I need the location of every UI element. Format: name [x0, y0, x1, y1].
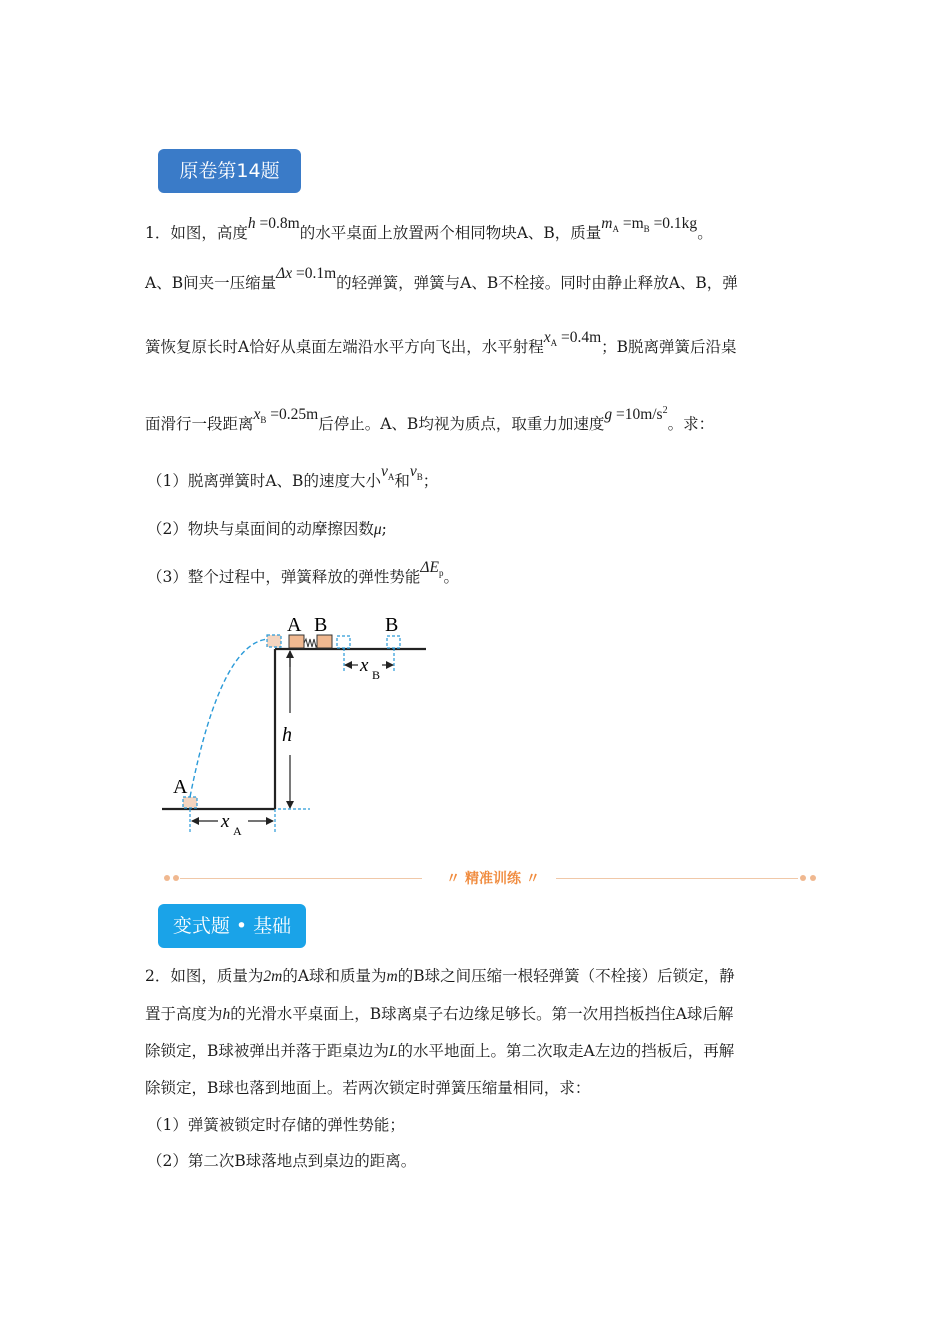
label-xb: x [360, 655, 369, 676]
table-outline [162, 649, 426, 809]
q2-line-2: 置于高度为h的光滑水平桌面上，B球离桌子右边缘足够长。第一次用挡板挡住A球后解 [145, 1005, 734, 1023]
label-h: h [282, 724, 292, 746]
ghost-block-b-start [337, 636, 350, 648]
label-a: A [287, 614, 302, 636]
block-a [289, 635, 304, 648]
label-a-ground: A [173, 776, 188, 798]
q2-part-2: （2）第二次B球落地点到桌边的距离。 [147, 1152, 417, 1170]
q1-line-4: 面滑行一段距离$x_B =0.25m$后停止。A、B均视为质点，取重力加速度$g =10m/s^2$。求： [145, 405, 715, 434]
q1-line-2: A、B间夹一压缩量Δx =0.1m的轻弹簧，弹簧与A、B不栓接。同时由静止释放A、B，弹 [145, 265, 738, 292]
q1-part-1: （1）脱离弹簧时A、B的速度大小$v_A$和$v_B$； [147, 463, 439, 490]
block-b [317, 635, 332, 648]
variant-basic-badge: 变式题 • 基础 [158, 904, 306, 948]
ghost-block-a-top [267, 635, 281, 647]
spring [304, 639, 318, 647]
q1-part-2: （2）物块与桌面间的动摩擦因数μ; [147, 520, 387, 538]
divider-label: 〃 精准训练 〃 [446, 871, 540, 887]
q1-line-3: 簧恢复原长时A恰好从桌面左端沿水平方向飞出，水平射程$x_A =0.4m$；B脱离弹簧后沿桌 [145, 329, 737, 356]
q1-part-3: （3）整个过程中，弹簧释放的弹性势能$\Delta E_p$。 [147, 559, 459, 586]
q2-part-1: （1）弹簧被锁定时存储的弹性势能； [147, 1116, 405, 1134]
label-xb-sub: B [372, 668, 381, 682]
label-b: B [314, 614, 328, 636]
table-spring-figure [150, 605, 450, 850]
label-xa-sub: A [233, 824, 242, 838]
trajectory-curve [190, 639, 273, 797]
q2-line-4: 除锁定，B球也落到地面上。若两次锁定时弹簧压缩量相同，求： [145, 1079, 591, 1097]
label-b-end: B [385, 614, 399, 636]
q2-line-1: 2．如图，质量为2m的A球和质量为m的B球之间压缩一根轻弹簧（不栓接）后锁定，静 [145, 967, 735, 985]
ghost-block-b-end [387, 636, 400, 648]
section-divider [160, 868, 820, 890]
original-question-badge: 原卷第14题 [158, 149, 301, 193]
q2-line-3: 除锁定，B球被弹出并落于距桌边为L的水平地面上。第二次取走A左边的挡板后，再解 [145, 1042, 735, 1060]
q1-line-1: 1．如图，高度h =0.8m的水平桌面上放置两个相同物块A、B，质量$m_A =m_B =0.1kg$。 [145, 215, 713, 242]
ghost-block-a-ground [183, 797, 197, 808]
label-xa: x [221, 811, 230, 832]
